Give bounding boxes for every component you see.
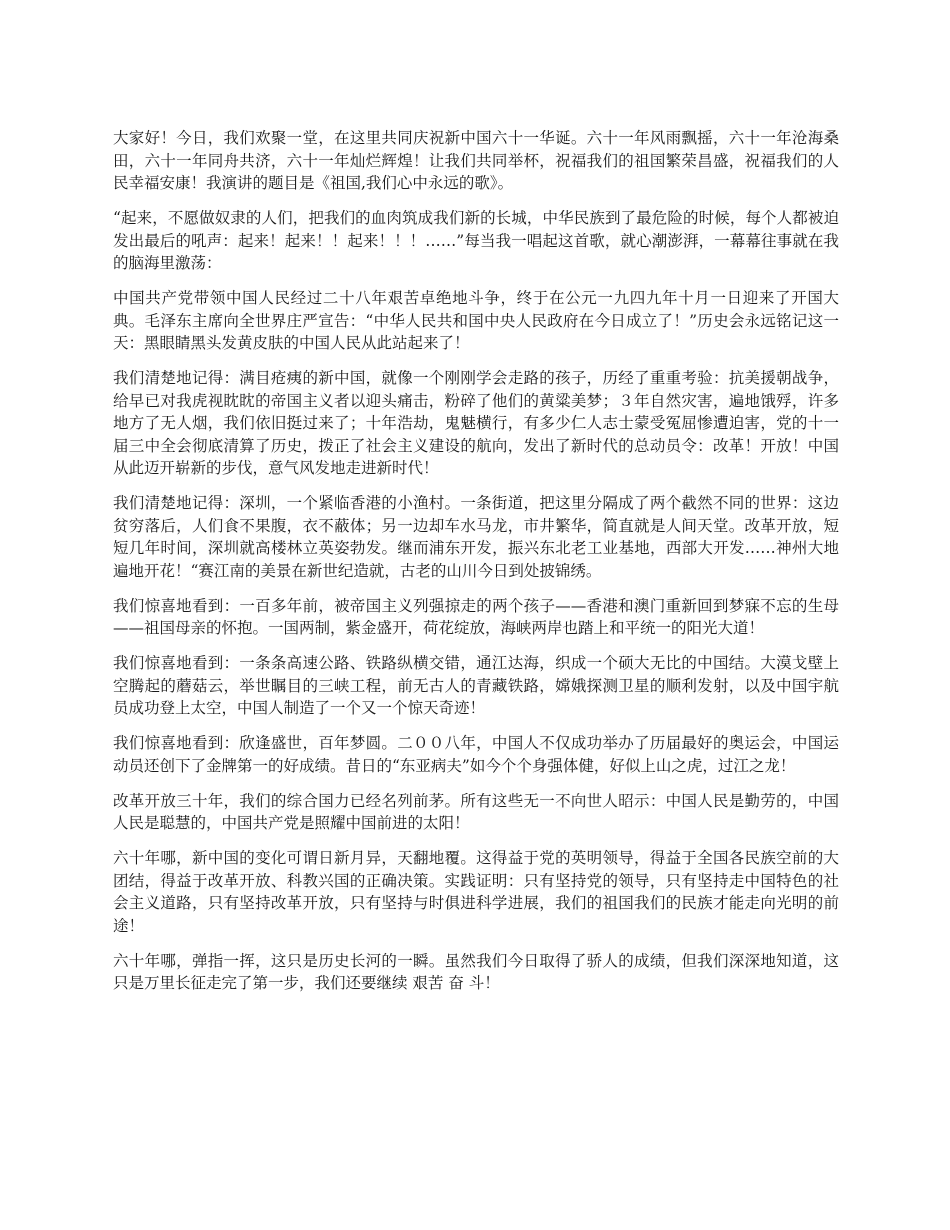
paragraph-reunification: 我们惊喜地看到：一百多年前，被帝国主义列强掠走的两个孩子——香港和澳门重新回到梦寐不忘的生母——祖国母亲的怀抱。一国两制，紫金盛开，荷花绽放，海峡两岸也踏上和平统一的阳光大道！ <box>113 596 839 637</box>
paragraph-trials: 我们清楚地记得：满目疮痍的新中国，就像一个刚刚学会走路的孩子，历经了重重考验：抗美援朝战争，给早已对我虎视眈眈的帝国主义者以迎头痛击，粉碎了他们的黄粱美梦；３年自然灾害，遍地饿殍，许多地方了无人烟，我们依旧挺过来了；十年浩劫，鬼魅横行，有多少仁人志士蒙受冤屈惨遭迫害，党的十一届三中全会彻底清算了历史，拨正了社会主义建设的航向，发出了新时代的总动员令：改革！开放！中国从此迈开崭新的步伐，意气风发地走进新时代！ <box>113 369 839 477</box>
paragraph-opening: 大家好！今日，我们欢聚一堂，在这里共同庆祝新中国六十一华诞。六十一年风雨飘摇，六十一年沧海桑田，六十一年同舟共济，六十一年灿烂辉煌！让我们共同举杯，祝福我们的祖国繁荣昌盛，祝福我们的人民幸福安康！我演讲的题目是《祖国,我们心中永远的歌》。 <box>113 129 839 192</box>
paragraph-anthem-quote: “起来，不愿做奴隶的人们，把我们的血肉筑成我们新的长城，中华民族到了最危险的时候，每个人都被迫发出最后的吼声：起来！起来！！起来！！！……”每当我一唱起这首歌，就心潮澎湃，一幕幕往事就在我的脑海里激荡： <box>113 209 839 272</box>
paragraph-closing: 六十年哪，弹指一挥，这只是历史长河的一瞬。虽然我们今日取得了骄人的成绩，但我们深深地知道，这只是万里长征走完了第一步，我们还要继续 艰苦 奋 斗！ <box>113 951 839 992</box>
paragraph-leadership: 六十年哪，新中国的变化可谓日新月异，天翻地覆。这得益于党的英明领导，得益于全国各民族空前的大团结，得益于改革开放、科教兴国的正确决策。实践证明：只有坚持党的领导，只有坚持走中国特色的社会主义道路，只有坚持改革开放，只有坚持与时俱进科学进展，我们的祖国我们的民族才能走向光明的前途！ <box>113 849 839 935</box>
paragraph-national-strength: 改革开放三十年，我们的综合国力已经名列前茅。所有这些无一不向世人昭示：中国人民是勤劳的，中国人民是聪慧的，中国共产党是照耀中国前进的太阳！ <box>113 791 839 832</box>
paragraph-infrastructure: 我们惊喜地看到：一条条高速公路、铁路纵横交错，通江达海，织成一个硕大无比的中国结。大漠戈壁上空腾起的蘑菇云，举世瞩目的三峡工程，前无古人的青藏铁路，嫦娥探测卫星的顺利发射，以及中国宇航员成功登上太空，中国人制造了一个又一个惊天奇迹！ <box>113 654 839 717</box>
document-body <box>113 127 839 1007</box>
paragraph-shenzhen: 我们清楚地记得：深圳，一个紧临香港的小渔村。一条街道，把这里分隔成了两个截然不同的世界：这边贫穷落后，人们食不果腹，衣不蔽体；另一边却车水马龙，市井繁华，简直就是人间天堂。改革开放，短短几年时间，深圳就高楼林立英姿勃发。继而浦东开发，振兴东北老工业基地，西部大开发……神州大地遍地开花！“赛江南的美景在新世纪造就，古老的山川今日到处披锦绣。 <box>113 494 839 580</box>
paragraph-founding: 中国共产党带领中国人民经过二十八年艰苦卓绝地斗争，终于在公元一九四九年十月一日迎来了开国大典。毛泽东主席向全世界庄严宣告：“中华人民共和国中央人民政府在今日成立了！”历史会永远铭记这一天：黑眼睛黑头发黄皮肤的中国人民从此站起来了！ <box>113 289 839 352</box>
paragraph-olympics: 我们惊喜地看到：欣逢盛世，百年梦圆。二００八年，中国人不仅成功举办了历届最好的奥运会，中国运动员还创下了金牌第一的好成绩。昔日的“东亚病夫”如今个个身强体健，好似上山之虎，过江之龙！ <box>113 734 839 775</box>
